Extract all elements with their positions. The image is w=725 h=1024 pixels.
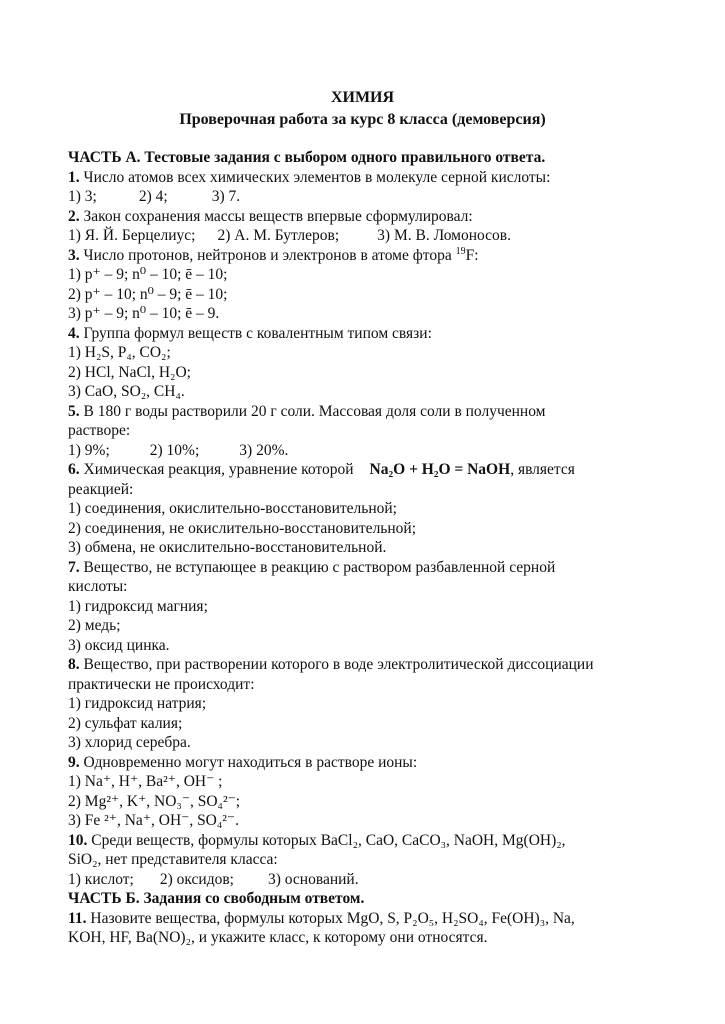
- question-2-options: [68, 226, 668, 246]
- question-5-cont: растворе:: [68, 422, 131, 439]
- question-4-option-1: 1) H₂S, P₄, CO₂;: [68, 344, 171, 361]
- question-3-option-1: 1) p⁺ – 9; n⁰ – 10; ē – 10;: [68, 266, 228, 283]
- question-8-option-2: 2) сульфат калия;: [68, 714, 183, 732]
- question-3-option-3: 3) p⁺ – 9; n⁰ – 10; ē – 9.: [68, 305, 220, 322]
- question-9-option-3: 3) Fe ²⁺, Na⁺, OH⁻, SO₄²⁻.: [68, 812, 239, 829]
- question-9-option-2: 2) Mg²⁺, K⁺, NO₃⁻, SO₄²⁻;: [68, 792, 241, 810]
- question-3: 3. Число протонов, нейтронов и электронов в атоме фтора $^{19}$F:: [68, 245, 479, 264]
- question-8-cont: практически не происходит:: [68, 675, 255, 693]
- question-6-option-3: 3) обмена, не окислительно-восстановительной.: [68, 539, 387, 556]
- question-2: 2. Закон сохранения массы веществ впервые сформулировал:: [68, 207, 473, 225]
- option: 2) А. М. Бутлеров;: [217, 227, 340, 244]
- option: 2) оксидов;: [159, 870, 234, 888]
- worksheet-subtitle: Проверочная работа за курс 8 класса (демоверсия): [179, 111, 546, 128]
- question-1: 1. Число атомов всех химических элементов в молекуле серной кислоты:: [68, 168, 551, 186]
- part-a-title: ЧАСТЬ А. Тестовые задания с выбором одного правильного ответа.: [68, 149, 546, 166]
- question-9: 9. Одновременно могут находиться в растворе ионы:: [68, 753, 418, 771]
- question-6-cont: реакцией:: [68, 480, 134, 498]
- option: 2) 4;: [138, 188, 168, 205]
- option: 1) Я. Й. Берцелиус;: [68, 227, 196, 244]
- question-1-options: [68, 187, 668, 207]
- question-8-option-1: 1) гидроксид натрия;: [68, 695, 207, 712]
- reaction-equation: Na₂O + H₂O = NaOH: [369, 461, 511, 478]
- part-b-title: ЧАСТЬ Б. Задания со свободным ответом.: [68, 890, 365, 907]
- option: 2) 10%;: [149, 441, 200, 459]
- question-7-option-1: 1) гидроксид магния;: [68, 597, 208, 615]
- question-5-options: [68, 441, 668, 461]
- question-7-option-3: 3) оксид цинка.: [68, 636, 170, 654]
- question-4-option-3: 3) CaO, SO₂, CH₄.: [68, 383, 185, 400]
- question-9-option-1: 1) Na⁺, H⁺, Ba²⁺, OH⁻ ;: [68, 773, 223, 790]
- question-8-option-3: 3) хлорид серебра.: [68, 734, 191, 751]
- question-6-option-2: 2) соединения, не окислительно-восстановительной;: [68, 519, 417, 537]
- question-7-option-2: 2) медь;: [68, 617, 121, 634]
- question-5: 5. В 180 г воды растворили 20 г соли. Массовая доля соли в полученном: [68, 402, 546, 420]
- subject-title: ХИМИЯ: [330, 89, 395, 106]
- question-4-option-2: 2) HCl, NaCl, H₂O;: [68, 363, 191, 381]
- option: 1) 3;: [68, 188, 97, 205]
- option: 3) 7.: [211, 188, 241, 205]
- question-7: 7. Вещество, не вступающее в реакцию с раствором разбавленной серной: [68, 558, 556, 576]
- option: 3) 20%.: [239, 441, 289, 459]
- option: 3) оснований.: [267, 870, 359, 888]
- question-7-cont: кислоты:: [68, 578, 128, 595]
- question-4: 4. Группа формул веществ с ковалентным типом связи:: [68, 324, 432, 342]
- option: 1) кислот;: [68, 870, 134, 888]
- question-6-option-1: 1) соединения, окислительно-восстановительной;: [68, 500, 397, 517]
- question-3-option-2: 2) p⁺ – 10; n⁰ – 9; ē – 10;: [68, 285, 228, 303]
- option: 3) М. В. Ломоносов.: [377, 227, 511, 244]
- question-6: 6. Химическая реакция, уравнение которой Na₂O + H₂O = NaOH, является: [68, 461, 575, 478]
- worksheet-body: [68, 148, 668, 948]
- option: 1) 9%;: [68, 441, 110, 459]
- question-10-cont: SiO₂, нет представителя класса:: [68, 851, 278, 868]
- question-11: 11. Назовите вещества, формулы которых MgO, S, P₂O₅, H₂SO₄, Fe(OH)₃, Na,: [68, 909, 575, 927]
- question-10-options: [68, 870, 668, 890]
- question-10: 10. Среди веществ, формулы которых BaCl₂, CaO, CaCO₃, NaOH, Mg(OH)₂,: [68, 831, 566, 849]
- question-11-cont: KOH, HF, Ba(NO)₂, и укажите класс, к которому они относятся.: [68, 929, 488, 946]
- question-8: 8. Вещество, при растворении которого в воде электролитической диссоциации: [68, 656, 594, 673]
